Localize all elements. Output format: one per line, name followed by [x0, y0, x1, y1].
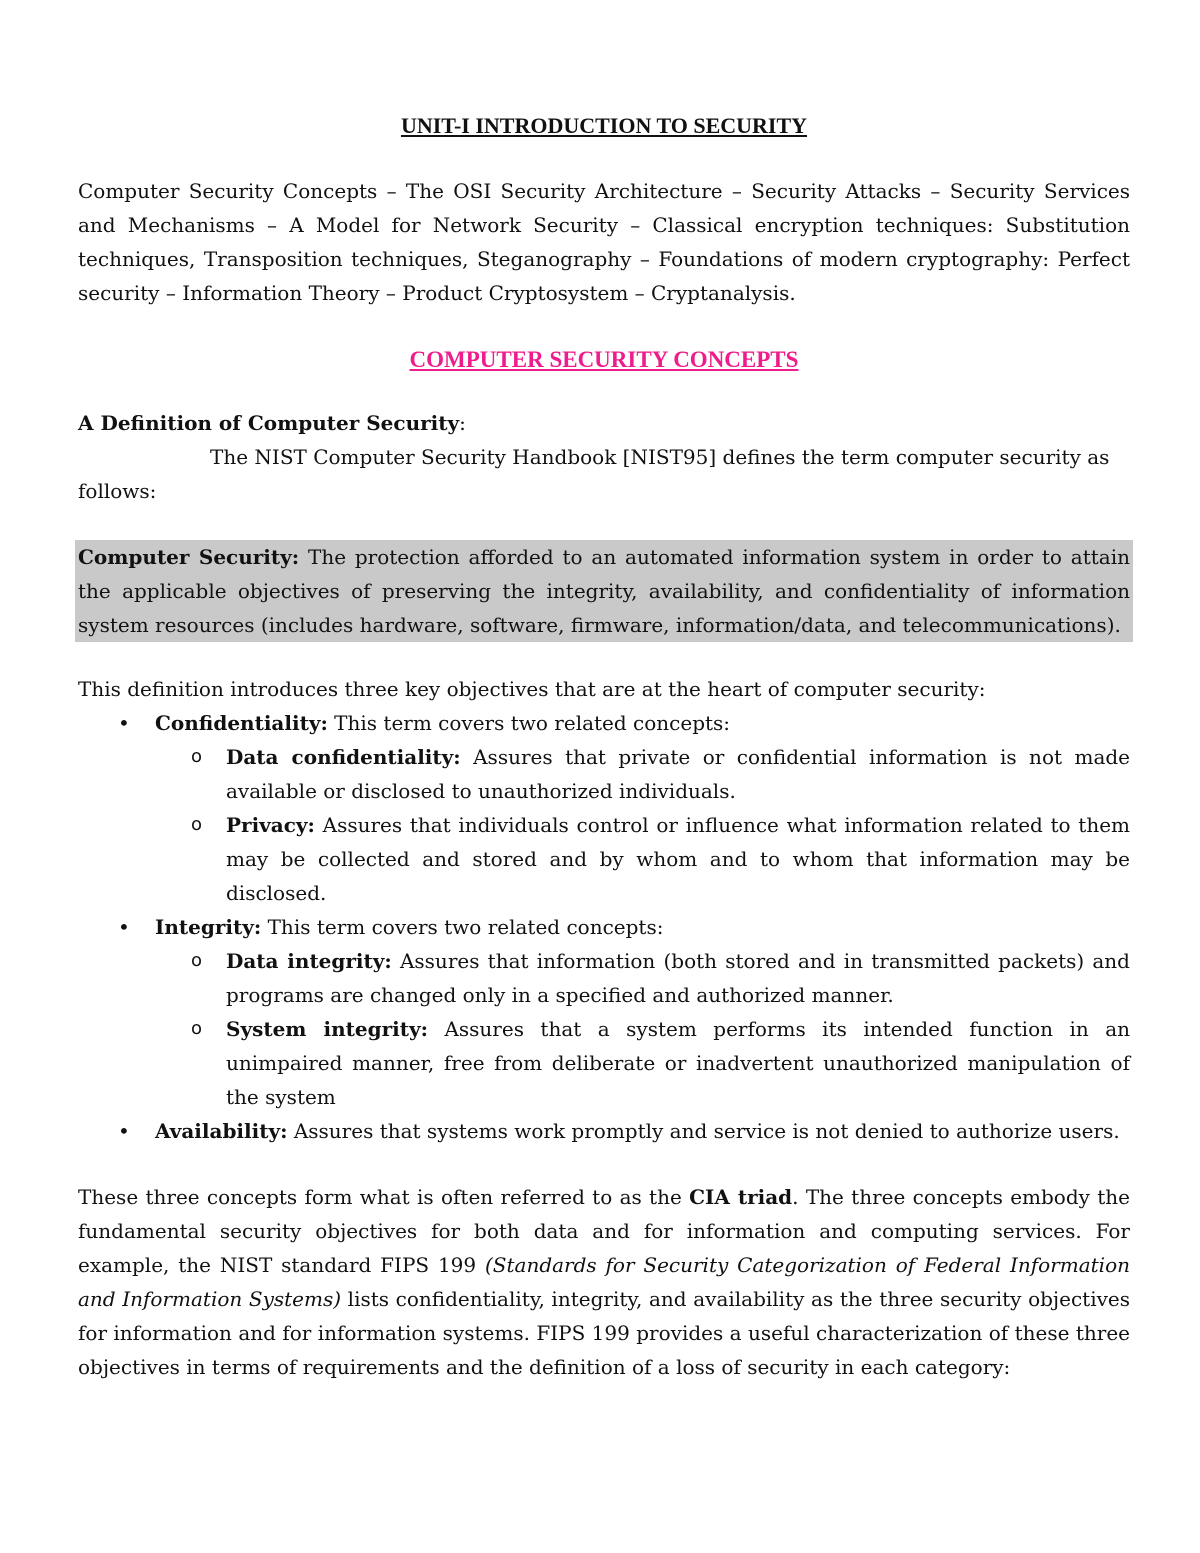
- closing-paragraph: [78, 1180, 1130, 1384]
- definition-heading-line: [78, 406, 1130, 440]
- section-title: COMPUTER SECURITY CONCEPTS: [409, 347, 799, 372]
- highlight-paragraph: [78, 540, 1130, 642]
- highlight-term: Computer Security: [78, 545, 292, 569]
- sub-objective-text: Assures that information (both stored and in transmitted packets) and programs are changed only in a specified and authorized manner.: [226, 949, 1130, 1007]
- fips-title: (Standards for Security Categorization of Federal Information and Information Systems): [78, 1253, 1131, 1311]
- objective-item: [78, 910, 1130, 1114]
- sub-objective-text: Assures that individuals control or influence what information related to them may be collected and stored and by whom and to whom that information may be disclosed.: [226, 813, 1130, 905]
- highlight-text: The protection afforded to an automated information system in order to attain the applicable objectives of preserving the integrity, availability, and confidentiality of information system resources (includes hardware, software, firmware, information/data, and telecommunications).: [78, 545, 1130, 637]
- unit-title: UNIT-I INTRODUCTION TO SECURITY: [400, 113, 808, 138]
- objective-term: Integrity:: [155, 915, 262, 939]
- objectives-intro: This definition introduces three key objectives that are at the heart of computer security:: [78, 677, 986, 701]
- objective-text: This term covers two related concepts:: [327, 711, 731, 735]
- sub-objective-text: Assures that a system performs its intended function in an unimpaired manner, free from deliberate or inadvertent unauthorized manipulation of the system: [226, 1017, 1130, 1109]
- sub-objective-term: System integrity:: [226, 1017, 428, 1041]
- bullet-icon: •: [118, 915, 130, 939]
- sub-objective-text: Assures that private or confidential information is not made available or disclosed to unauthorized individuals.: [226, 745, 1131, 803]
- sub-bullet-icon: o: [191, 746, 203, 767]
- definition-highlight-box: [75, 540, 1133, 642]
- sub-objective-item: [155, 808, 1130, 910]
- sub-objective-term: Data integrity:: [226, 949, 392, 973]
- objectives-list: [78, 706, 1130, 1148]
- definition-intro: The NIST Computer Security Handbook [NIST95] defines the term computer security as follows:: [78, 445, 1110, 503]
- cia-triad-term: CIA triad: [689, 1185, 793, 1209]
- sub-objective-item: [155, 1012, 1130, 1114]
- sub-bullet-icon: o: [191, 1018, 203, 1039]
- sub-bullet-icon: o: [191, 950, 203, 971]
- bullet-icon: •: [118, 1119, 130, 1143]
- closing-part2: . The three concepts embody the fundamental security objectives for both data and for information and computing services. For example, the NIST standard FIPS 199: [78, 1185, 1131, 1277]
- document-page: [78, 108, 1130, 1384]
- definition-heading-colon: :: [459, 411, 466, 435]
- highlight-colon: :: [291, 545, 300, 569]
- sub-objective-term: Privacy:: [226, 813, 315, 837]
- objective-text: This term covers two related concepts:: [261, 915, 664, 939]
- sub-objective-term: Data confidentiality:: [226, 745, 461, 769]
- objective-item: [78, 1114, 1130, 1148]
- sub-objectives-list: [155, 944, 1130, 1114]
- sub-objectives-list: [155, 740, 1130, 910]
- objective-term: Availability:: [155, 1119, 288, 1143]
- closing-part1: These three concepts form what is often referred to as the: [78, 1185, 690, 1209]
- objective-text: Assures that systems work promptly and service is not denied to authorize users.: [287, 1119, 1120, 1143]
- bullet-icon: •: [118, 711, 130, 735]
- objective-item: [78, 706, 1130, 910]
- definition-heading: A Definition of Computer Security: [78, 411, 460, 435]
- syllabus-paragraph: Computer Security Concepts – The OSI Security Architecture – Security Attacks – Security Services and Mechanisms – A Model for Network Security – Classical encryption techniques: Substitution techniques, Transposition techniques, Steganography – Foundations of modern cryptography: Perfect security – Information Theory – Product Cryptosystem – Cryptanalysis.: [78, 179, 1130, 305]
- objective-term: Confidentiality:: [155, 711, 328, 735]
- closing-part3: lists confidentiality, integrity, and availability as the three security objectives for information and for information systems. FIPS 199 provides a useful characterization of these three objectives in terms of requirements and the definition of a loss of security in each category:: [78, 1287, 1130, 1379]
- sub-objective-item: [155, 740, 1130, 808]
- sub-bullet-icon: o: [191, 814, 203, 835]
- sub-objective-item: [155, 944, 1130, 1012]
